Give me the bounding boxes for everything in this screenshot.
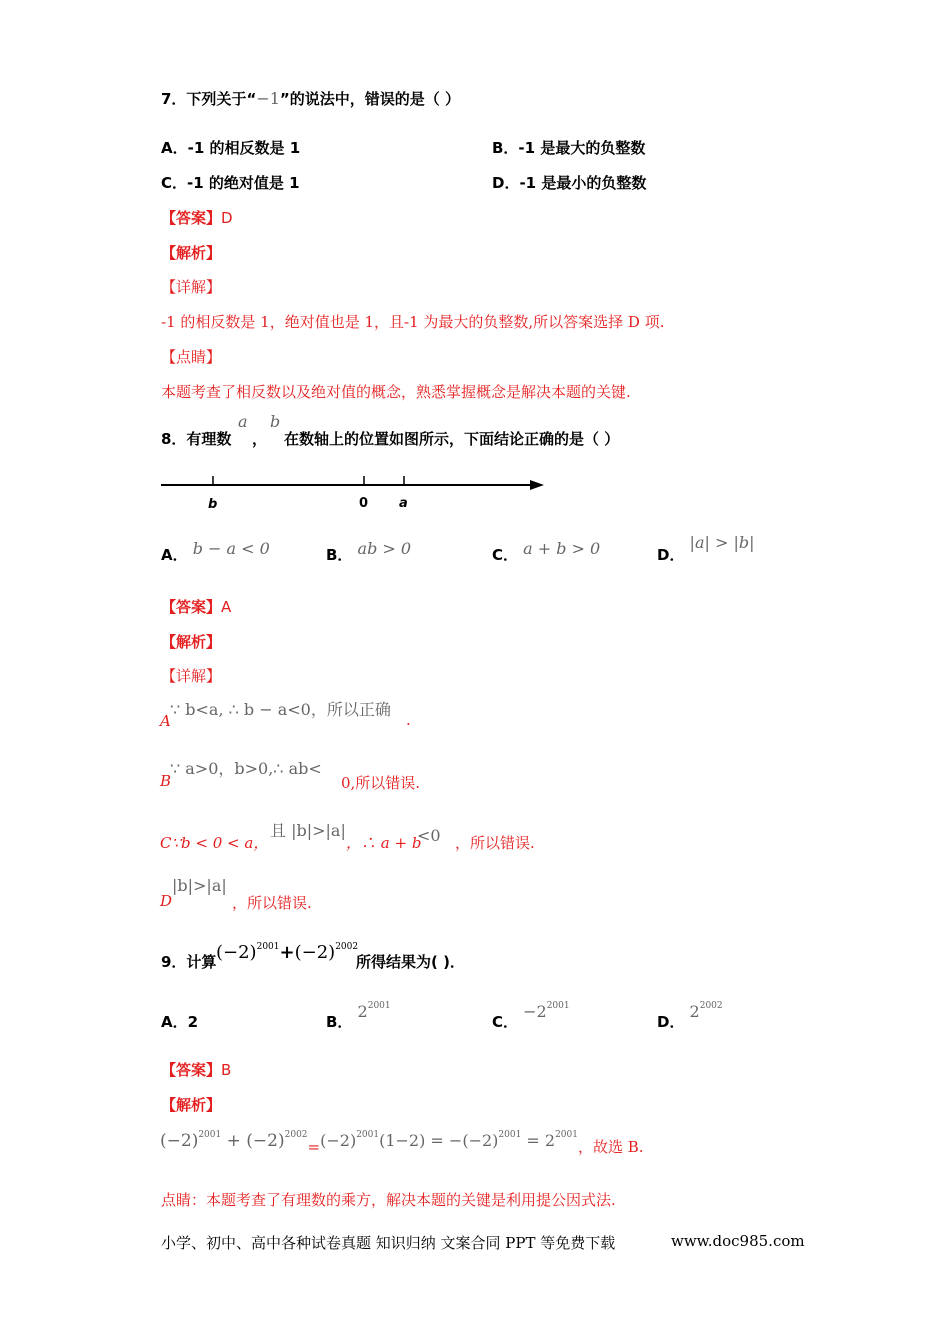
q9-option-c-exp: 2001	[546, 1001, 570, 1011]
q8-line-c-mid: ，∴ a + b	[346, 834, 422, 852]
footer-text: 小学、初中、高中各种试卷真题 知识归纳 文案合同 PPT 等免费下载	[161, 1234, 616, 1252]
q8-comma: ，	[252, 430, 268, 448]
q8-option-b-math: ab > 0	[357, 539, 412, 558]
q8-option-c-math: a + b > 0	[523, 539, 601, 558]
q8-stem-post: 在数轴上的位置如图所示，下面结论正确的是（ ）	[284, 430, 620, 448]
q8-line-c-end: ，所以错误.	[455, 834, 535, 852]
q9-solution	[160, 1130, 644, 1156]
q9-option-b-base: 2	[357, 1002, 368, 1021]
q9-option-c-base: −2	[523, 1002, 547, 1021]
q7-option-a[interactable]: A．-1 的相反数是 1	[161, 139, 301, 157]
label-0: 0	[359, 496, 369, 511]
number-line-arrow	[530, 480, 544, 490]
q8-answer	[161, 596, 231, 617]
q8-line-a-math: ∵ b<a, ∴ b − a<0，所以正确	[170, 700, 391, 719]
q7-answer-value: D	[221, 209, 233, 227]
q8-option-a-math: b − a < 0	[192, 539, 270, 558]
q8-var-b: b	[270, 412, 281, 431]
q9-option-b[interactable]	[326, 1001, 391, 1032]
q7-detail-label: 【详解】	[161, 278, 222, 296]
q7-option-d[interactable]: D．-1 是最小的负整数	[492, 174, 647, 192]
q8-answer-value: A	[221, 598, 232, 616]
q8-line-c-math1: 且 |b|>|a|	[270, 821, 346, 840]
q8-option-c[interactable]	[492, 539, 601, 565]
q7-stem-post: ”的说法中，错误的是（ ）	[279, 90, 460, 108]
q7-stem-pre: 7．下列关于“	[161, 90, 257, 108]
q8-line-d-letter: D	[160, 892, 173, 910]
q8-line-a-letter: A	[160, 712, 171, 730]
q8-line-b-end: 0,所以错误.	[341, 774, 421, 792]
q7-stem	[161, 88, 460, 109]
q8-option-d[interactable]	[657, 533, 755, 565]
q7-option-b[interactable]: B．-1 是最大的负整数	[492, 139, 646, 157]
q9-exp-1: 2001	[256, 942, 280, 952]
q9-option-d-exp: 2002	[699, 1001, 723, 1011]
q9-stem-post: 所得结果为( )．	[356, 953, 465, 971]
q8-line-d-end: ，所以错误.	[232, 894, 312, 912]
q8-stem-pre: 8．有理数	[161, 430, 232, 448]
q9-stem-pre: 9．计算	[161, 953, 217, 971]
q8-line-c-math2: <0	[417, 826, 441, 845]
q9-comment-text: 点睛：本题考查了有理数的乘方，解决本题的关键是利用提公因式法.	[161, 1191, 616, 1209]
q9-sol-part3: (1−2) = −(−2)	[379, 1131, 499, 1150]
q9-sol-exp1: 2001	[198, 1130, 222, 1140]
q8-option-a[interactable]	[161, 539, 270, 565]
q8-option-b-letter: B．	[326, 546, 353, 564]
q9-base-2: (−2)	[294, 942, 336, 963]
q9-exp-2: 2002	[335, 942, 359, 952]
q9-plus: +	[279, 942, 295, 963]
q9-sol-exp5: 2001	[555, 1130, 578, 1140]
q9-option-b-letter: B．	[326, 1013, 353, 1031]
q7-option-c[interactable]: C．-1 的绝对值是 1	[161, 174, 300, 192]
q9-answer-value: B	[221, 1061, 232, 1079]
q9-option-d-base: 2	[689, 1002, 700, 1021]
q9-sol-exp3: 2001	[356, 1130, 380, 1140]
q9-answer-label: 【答案】	[161, 1061, 222, 1079]
q9-expression	[216, 942, 358, 963]
label-a: a	[399, 496, 408, 511]
q8-var-a: a	[238, 412, 248, 431]
q8-line-c-pre: C∵b < 0 < a，	[160, 834, 269, 852]
q9-option-a[interactable]	[161, 1011, 198, 1032]
q9-sol-plus: + (−2)	[221, 1131, 285, 1151]
q9-sol-part1: (−2)	[160, 1131, 199, 1151]
q9-option-b-exp: 2001	[367, 1001, 391, 1011]
q8-analysis-label: 【解析】	[161, 633, 222, 651]
q9-sol-part4: = 2	[521, 1131, 556, 1150]
q9-answer	[161, 1059, 231, 1080]
q7-analysis-label: 【解析】	[161, 244, 222, 262]
q9-option-c-letter: C．	[492, 1013, 519, 1031]
number-line	[158, 470, 550, 516]
q7-stem-math: −1	[256, 89, 280, 108]
q9-option-d-letter: D．	[657, 1013, 685, 1031]
q7-answer-label: 【答案】	[161, 209, 222, 227]
q9-option-d[interactable]	[657, 1001, 723, 1032]
q9-sol-eq: =	[307, 1138, 321, 1156]
q7-comment-label: 【点睛】	[161, 348, 222, 366]
q8-answer-label: 【答案】	[161, 598, 222, 616]
q9-sol-part2: (−2)	[320, 1131, 357, 1150]
q8-option-d-letter: D．	[657, 546, 685, 564]
q8-option-c-letter: C．	[492, 546, 519, 564]
q8-line-d-math: |b|>|a|	[172, 876, 227, 895]
q7-detail-text: -1 的相反数是 1，绝对值也是 1，且-1 为最大的负整数,所以答案选择 D 项.	[161, 313, 665, 331]
q9-sol-exp2: 2002	[284, 1130, 308, 1140]
q8-line-b-letter: B	[160, 772, 172, 790]
label-b: b	[208, 497, 218, 512]
q8-option-d-math: |a| > |b|	[689, 533, 755, 552]
q7-comment-text: 本题考查了相反数以及绝对值的概念，熟悉掌握概念是解决本题的关键.	[161, 383, 631, 401]
footer-site-link[interactable]: www.doc985.com	[671, 1232, 805, 1250]
q9-base-1: (−2)	[216, 942, 257, 963]
q9-option-a-letter: A．	[161, 1013, 188, 1031]
q9-option-c[interactable]	[492, 1001, 570, 1032]
q9-sol-exp4: 2001	[498, 1130, 522, 1140]
q7-answer	[161, 207, 233, 228]
q9-sol-end: ，故选 B.	[577, 1138, 644, 1156]
q8-option-b[interactable]	[326, 539, 412, 565]
q9-option-a-text: 2	[187, 1013, 199, 1031]
q8-line-a-end: .	[406, 711, 411, 729]
q8-line-b-math: ∵ a>0，b>0,∴ ab<	[170, 759, 322, 778]
q9-analysis-label: 【解析】	[161, 1096, 222, 1114]
q8-option-a-letter: A．	[161, 546, 188, 564]
q8-detail-label: 【详解】	[161, 667, 222, 685]
